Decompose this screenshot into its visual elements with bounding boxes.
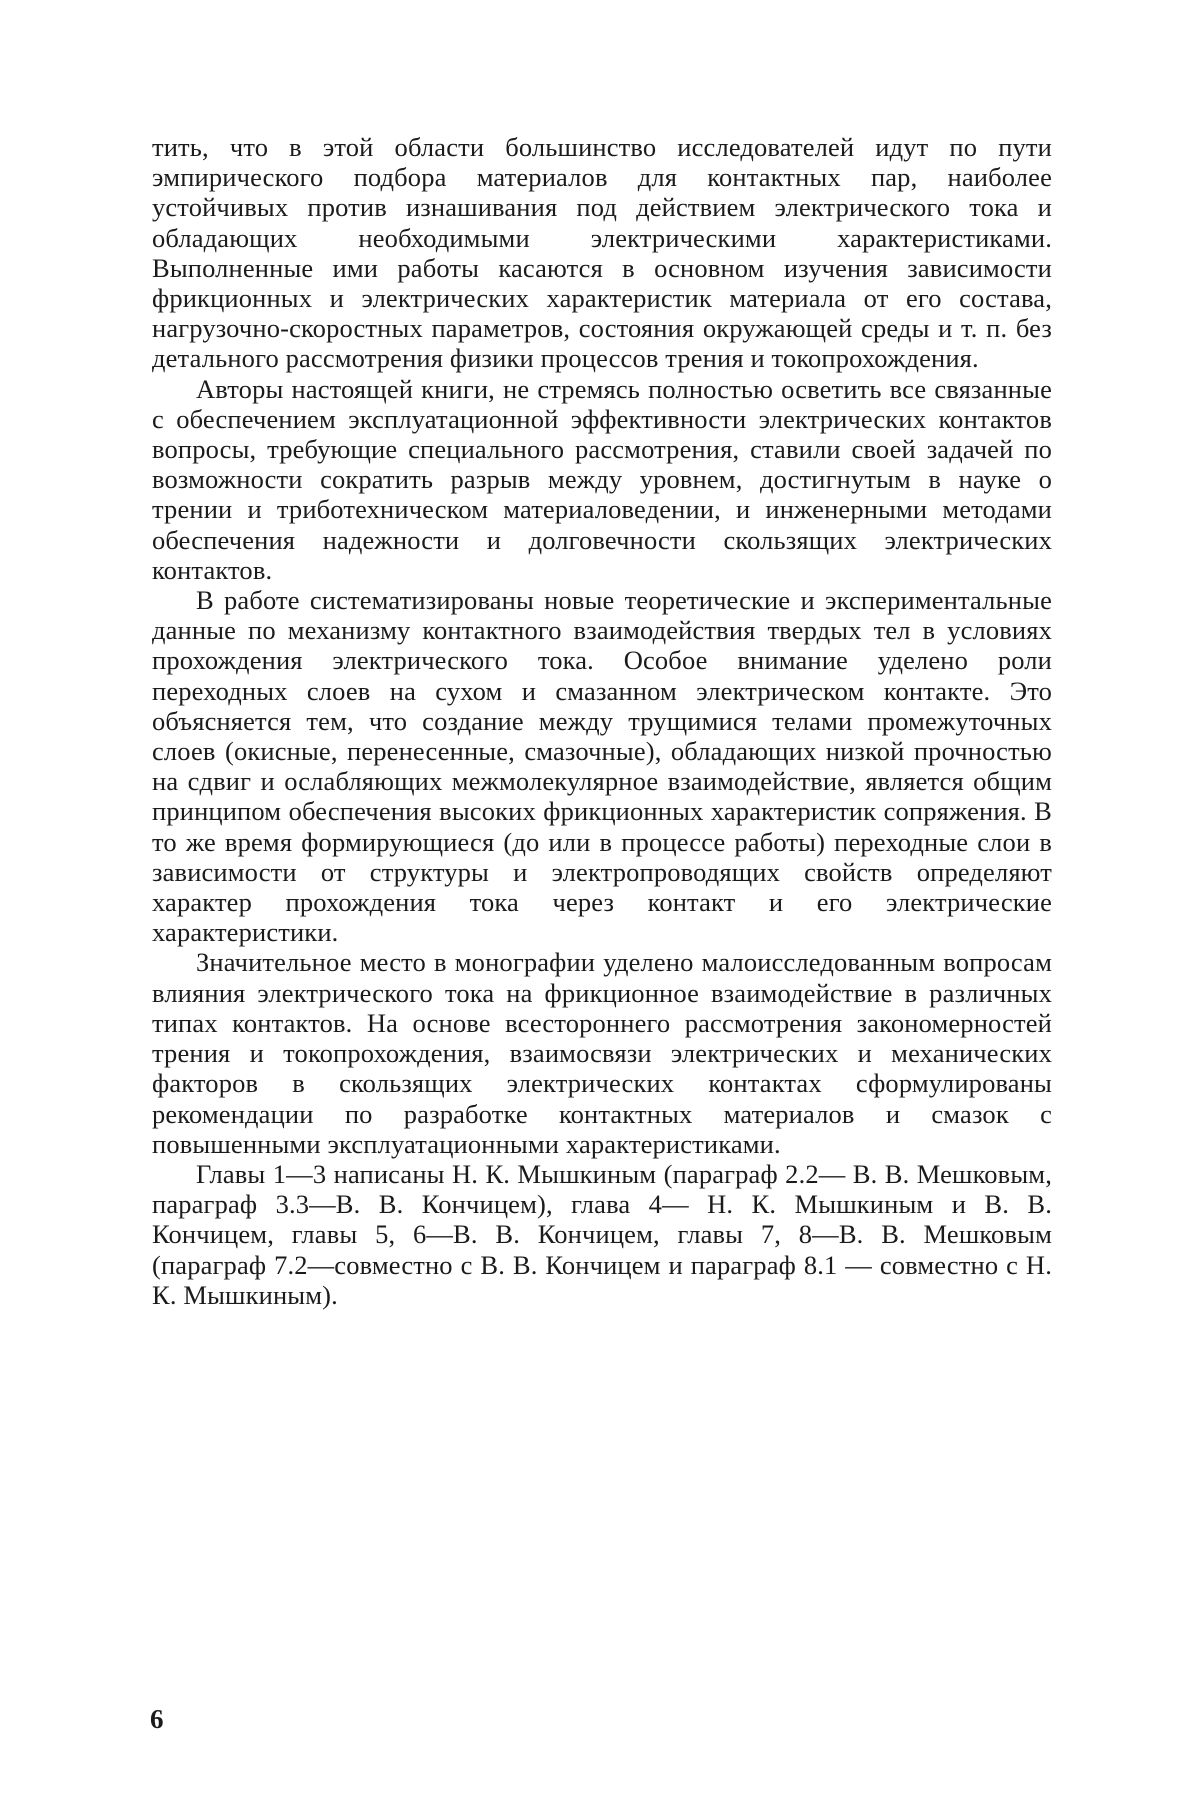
paragraph-authors-goal: Авторы настоящей книги, не стремясь полностью осветить все связанные с обеспечением эксплуатационной эффективности электрических контактов вопросы, требующие специального рассмотрения, ставили своей задачей по возможности сократить разрыв между уровнем, достигнутым в науке о трении и триботехническом материаловедении, и инженерными методами обеспечения надежности и долговечности скользящих электрических контактов. [152, 373, 1052, 585]
paragraph-chapter-authorship: Главы 1—3 написаны Н. К. Мышкиным (параграф 2.2— В. В. Мешковым, параграф 3.3—В. В. Кончицем), глава 4— Н. К. Мышкиным и В. В. Кончицем, главы 5, 6—В. В. Кончицем, главы 7, 8—В. В. Мешковым (параграф 7.2—совместно с В. В. Кончицем и параграф 8.1 — совместно с Н. К. Мышкиным). [152, 1158, 1052, 1310]
page-number: 6 [150, 1704, 164, 1734]
paragraph-systematized-data: В работе систематизированы новые теоретические и экспериментальные данные по механизму контактного взаимодействия твердых тел в условиях прохождения электрического тока. Особое внимание уделено роли переходных слоев на сухом и смазанном электрическом контакте. Это объясняется тем, что создание между трущимися телами промежуточных слоев (окисные, перенесенные, смазочные), обладающих низкой прочностью на сдвиг и ослабляющих межмолекулярное взаимодействие, является общим принципом обеспечения высоких фрикционных характеристик сопряжения. В то же время формирующиеся (до или в процессе работы) переходные слои в зависимости от структуры и электропроводящих свойств определяют характер прохождения тока через контакт и его электрические характеристики. [152, 585, 1052, 948]
paragraph-monograph-focus: Значительное место в монографии уделено малоисследованным вопросам влияния электрического тока на фрикционное взаимодействие в различных типах контактов. На основе всестороннего рассмотрения закономерностей трения и токопрохождения, взаимосвязи электрических и механических факторов в скользящих электрических контактах сформулированы рекомендации по разработке контактных материалов и смазок с повышенными эксплуатационными характеристиками. [152, 947, 1052, 1159]
body-text [152, 132, 1052, 1310]
paragraph-continuation: тить, что в этой области большинство исследователей идут по пути эмпирического подбора материалов для контактных пар, наиболее устойчивых против изнашивания под действием электрического тока и обладающих необходимыми электрическими характеристиками. Выполненные ими работы касаются в основном изучения зависимости фрикционных и электрических характеристик материала от его состава, нагрузочно-скоростных параметров, состояния окружающей среды и т. п. без детального рассмотрения физики процессов трения и токопрохождения. [152, 132, 1052, 374]
